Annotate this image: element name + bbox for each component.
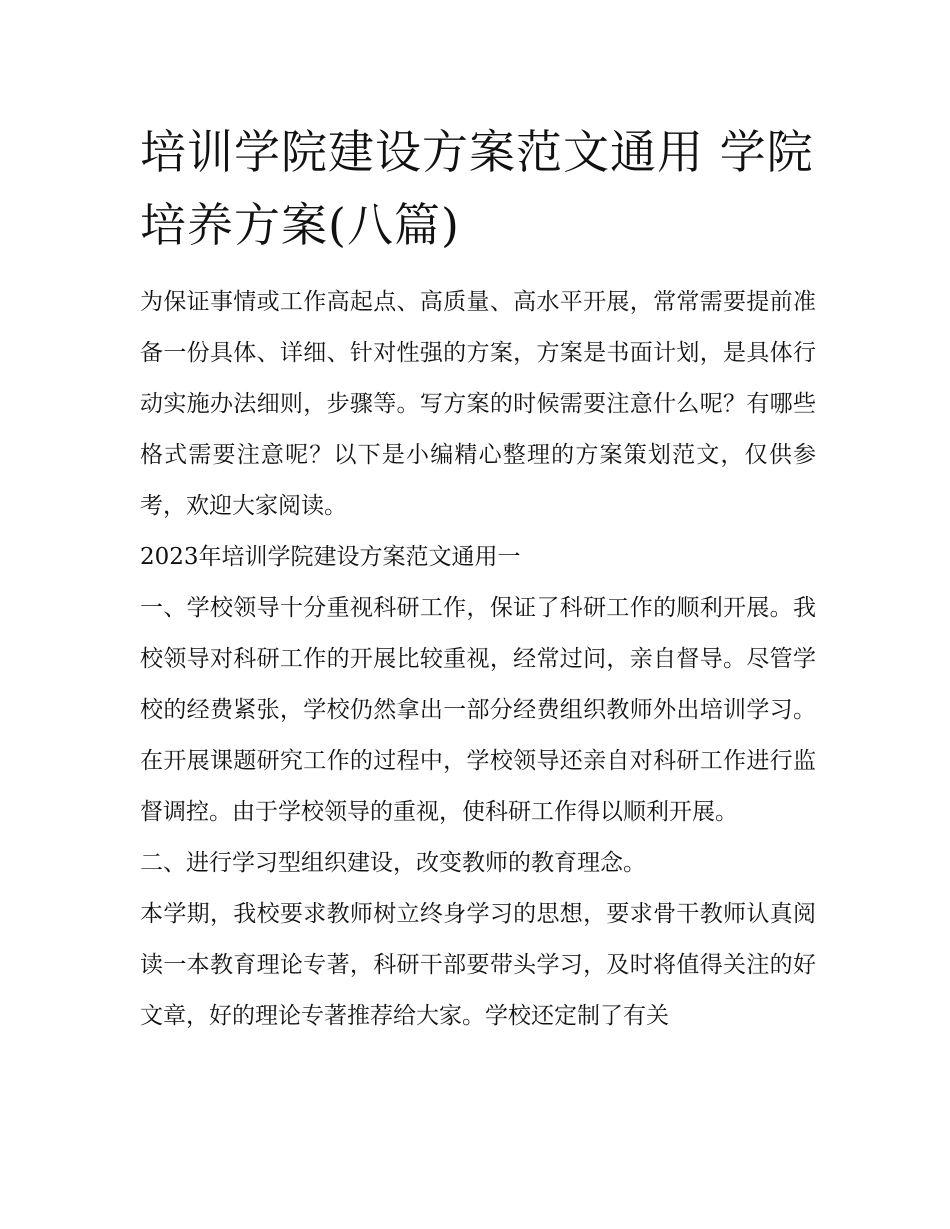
body-paragraph: 二、进行学习型组织建设，改变教师的教育理念。: [140, 850, 646, 876]
document-title: 培训学院建设方案范文通用 学院培养方案(八篇): [140, 125, 814, 252]
body-paragraph: 本学期，我校要求教师树立终身学习的思想，要求骨干教师认真阅读一本教育理论专著，科研干部要带头学习，及时将值得关注的好文章，好的理论专著推荐给大家。学校还定制了有关: [140, 901, 816, 1029]
body-paragraph: 一、学校领导十分重视科研工作，保证了科研工作的顺利开展。我校领导对科研工作的开展比较重视，经常过问，亲自督导。尽管学校的经费紧张，学校仍然拿出一部分经费组织教师外出培训学习。在开展课题研究工作的过程中，学校领导还亲自对科研工作进行监督调控。由于学校领导的重视，使科研工作得以顺利开展。: [140, 595, 816, 825]
intro-paragraph: 为保证事情或工作高起点、高质量、高水平开展，常常需要提前准备一份具体、详细、针对性强的方案，方案是书面计划，是具体行动实施办法细则，步骤等。写方案的时候需要注意什么呢？有哪些格式需要注意呢？以下是小编精心整理的方案策划范文，仅供参考，欢迎大家阅读。: [140, 289, 816, 519]
document-body: [140, 277, 816, 1042]
section-heading: 2023年培训学院建设方案范文通用一: [140, 544, 521, 570]
